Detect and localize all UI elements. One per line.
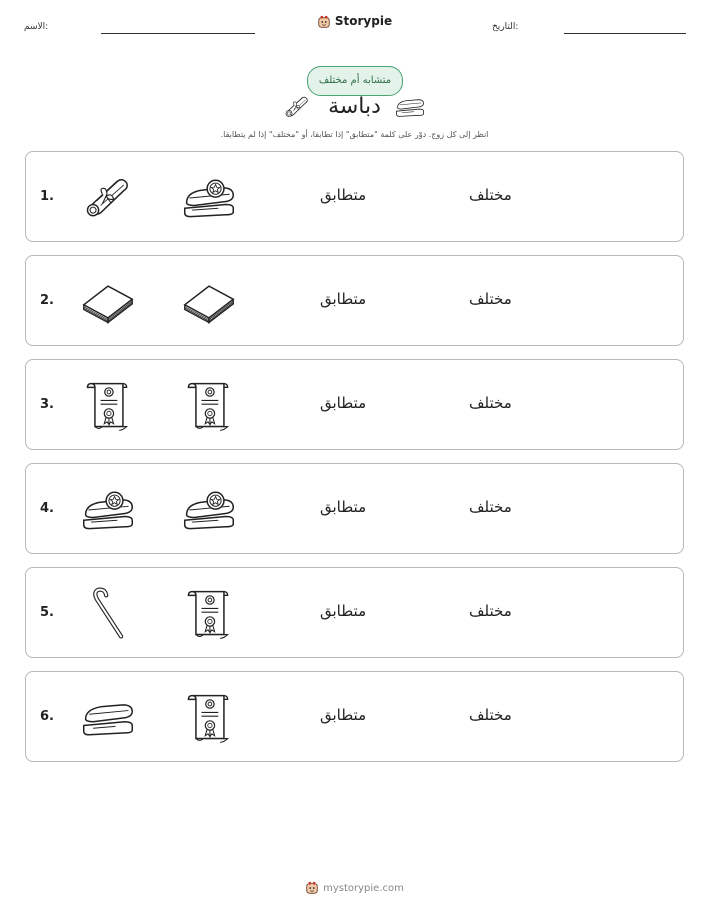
brand	[0, 14, 709, 29]
paper-stack-icon	[181, 274, 237, 330]
same-option[interactable]: متطابق	[320, 498, 367, 516]
storypie-logo-icon	[317, 15, 331, 29]
certificate-icon	[181, 690, 237, 746]
storypie-logo-icon	[305, 881, 319, 895]
instructions: انظر إلى كل زوج. دوّر على كلمة "متطابق" إذا تطابقا، أو "مختلف" إذا لم يتطابقا.	[220, 130, 489, 139]
exercise-row	[25, 255, 684, 346]
exercise-row	[25, 463, 684, 554]
different-option[interactable]: مختلف	[469, 186, 512, 204]
footer	[0, 881, 709, 895]
different-option[interactable]: مختلف	[469, 498, 512, 516]
exercise-row	[25, 671, 684, 762]
brand-name: Storypie	[334, 14, 393, 28]
same-option[interactable]: متطابق	[320, 706, 367, 724]
date-line[interactable]	[564, 33, 686, 34]
exercise-row	[25, 567, 684, 658]
different-option[interactable]: مختلف	[469, 290, 512, 308]
plain-stapler-icon	[80, 690, 136, 746]
row-number: 3.	[40, 397, 54, 412]
footer-url[interactable]: mystorypie.com	[323, 883, 404, 894]
same-option[interactable]: متطابق	[320, 290, 367, 308]
page-title: دباسة	[328, 94, 381, 119]
name-line[interactable]	[101, 33, 255, 34]
row-number: 6.	[40, 709, 54, 724]
certificate-icon	[181, 586, 237, 642]
certificate-icon	[80, 378, 136, 434]
row-number: 4.	[40, 501, 54, 516]
row-number: 2.	[40, 293, 54, 308]
row-number: 1.	[40, 189, 54, 204]
different-option[interactable]: مختلف	[469, 706, 512, 724]
exercise-row	[25, 151, 684, 242]
name-label: الاسم:	[24, 22, 49, 32]
different-option[interactable]: مختلف	[469, 394, 512, 412]
paper-stack-icon	[80, 274, 136, 330]
stapler-icon	[181, 482, 237, 538]
same-option[interactable]: متطابق	[320, 394, 367, 412]
stapler-icon	[181, 170, 237, 226]
same-option[interactable]: متطابق	[320, 186, 367, 204]
exercise-row	[25, 359, 684, 450]
stapler-icon	[80, 482, 136, 538]
stapler-icon	[394, 94, 426, 120]
certificate-icon	[181, 378, 237, 434]
cane-icon	[80, 586, 136, 642]
scroll-icon	[80, 170, 136, 226]
same-option[interactable]: متطابق	[320, 602, 367, 620]
different-option[interactable]: مختلف	[469, 602, 512, 620]
date-label: التاريخ:	[492, 22, 519, 32]
row-number: 5.	[40, 605, 54, 620]
activity-badge: متشابه أم مختلف	[307, 66, 403, 96]
